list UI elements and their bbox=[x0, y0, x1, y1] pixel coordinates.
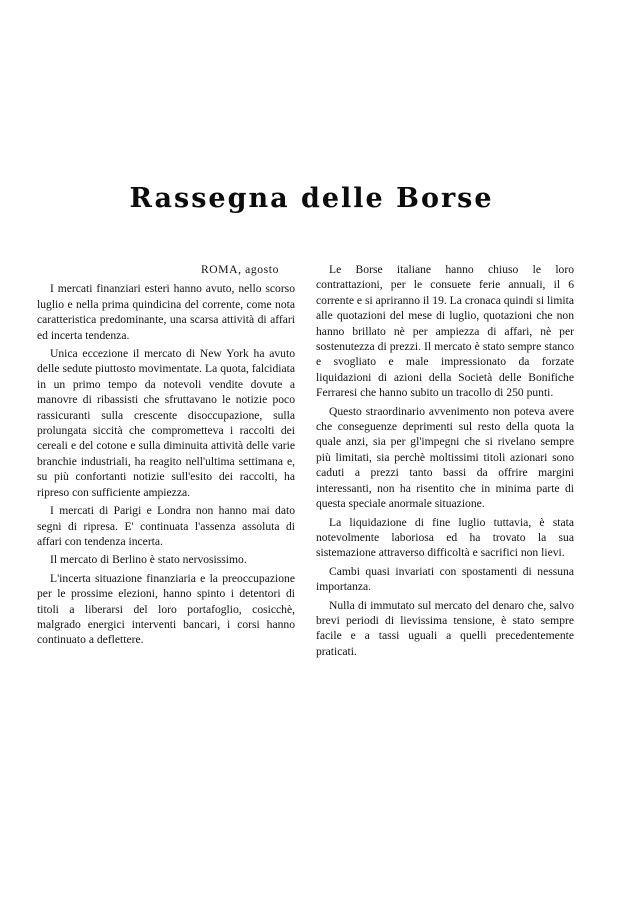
paragraph: I mercati di Parigi e Londra non hanno mai dato segni di ripresa. E' continuata l'assenza assoluta di affari con tendenza incerta. bbox=[37, 504, 295, 548]
paragraph: Questo straordinario avvenimento non poteva avere che conseguenze deprimenti sul resto della quota la quale anzi, sia per gl'impegni che si rivelano sempre più limitati, sia perchè moltissimi titoli azionari sono caduti a prezzi tanto bassi da offrire margini interessanti, non ha risentito che in minima parte di questa speciale anormale situazione. bbox=[316, 404, 574, 511]
paragraph: Cambi quasi invariati con spostamenti di nessuna importanza. bbox=[316, 564, 574, 594]
paragraph: Unica eccezione il mercato di New York ha avuto delle sedute piuttosto movimentate. La quota, falcidiata in un primo tempo da notevoli vendite dovute a manovre di ribassisti che sfruttavano le notizie poco rassicuranti sulla crescente disoccupazione, sulla prolungata siccità che comprometteva i raccolti dei cereali e del cotone e sulla diminuita attività delle varie branchie industriali, ha reagito nell'ultima settimana e, su più confortanti notizie sull'esito dei raccolti, ha ripreso con sufficiente ampiezza. bbox=[37, 347, 295, 499]
paragraph: Il mercato di Berlino è stato nervosissimo. bbox=[50, 553, 247, 567]
right-column bbox=[316, 262, 574, 662]
paragraph: I mercati finanziari esteri hanno avuto, nello scorso luglio e nella prima quindicina del corrente, come nota caratteristica predominante, una scarsa attività di affari ed incerta tendenza. bbox=[37, 282, 295, 342]
article-title: Rassegna delle Borse bbox=[129, 183, 494, 214]
paragraph: Le Borse italiane hanno chiuso le loro contrattazioni, per le consuete ferie annuali, il 6 corrente e si apriranno il 19. La cronaca quindi si limita alle quotazioni del mese di luglio, quotazioni che non hanno brillato nè per ampiezza di affari, nè per sostenutezza di prezzi. Il mercato è stato sempre stanco e svogliato e male impressionato da forzate liquidazioni di azioni della Società delle Bonifiche Ferraresi che hanno subito un tracollo di 250 punti. bbox=[316, 263, 574, 400]
paragraph: La liquidazione di fine luglio tuttavia, è stata notevolmente laboriosa ed ha trovato la sua sistemazione attraverso difficoltà e sacrifici non lievi. bbox=[316, 515, 574, 560]
paragraph: Nulla di immutato sul mercato del denaro che, salvo brevi periodi di lievissima tensione, è stato sempre facile e a tassi uguali a quelli precedentemente praticati. bbox=[316, 598, 574, 658]
paragraph: L'incerta situazione finanziaria e la preoccupazione per le prossime elezioni, hanno spinto i detentori di titoli a liberarsi del loro portafoglio, cosicchè, malgrado energici interventi bancari, i corsi hanno continuato a deflettere. bbox=[37, 571, 295, 647]
dateline: ROMA, agosto bbox=[200, 263, 279, 276]
left-column bbox=[37, 262, 295, 651]
